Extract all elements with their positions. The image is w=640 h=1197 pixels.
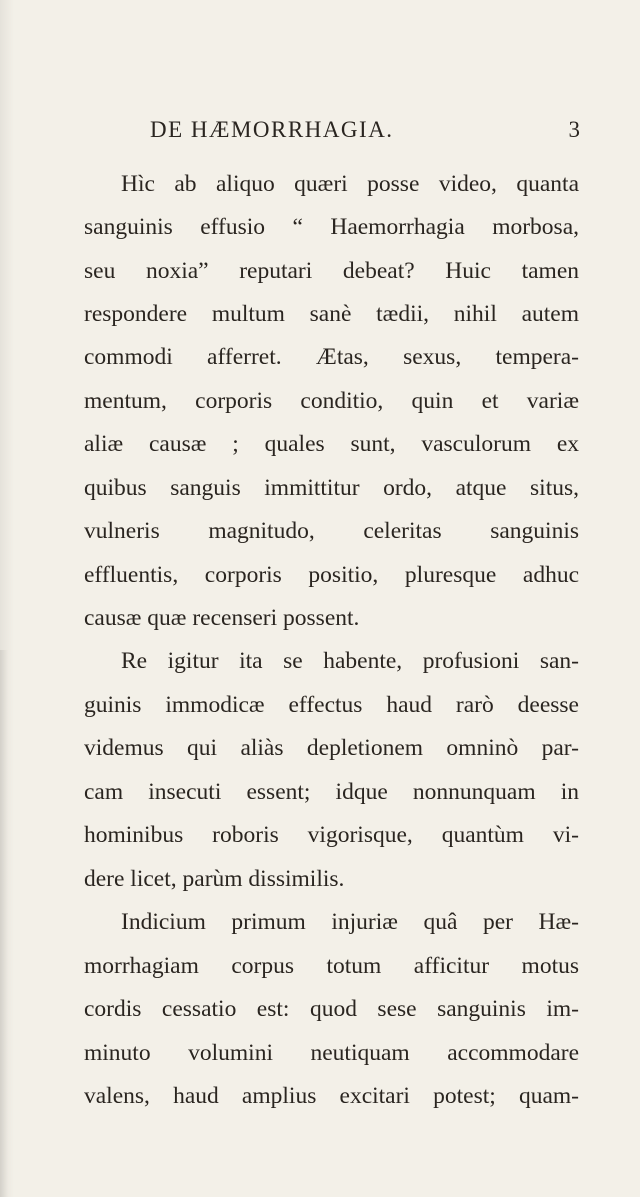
text-line: guinis immodicæ effectus haud rarò deesse [84,692,579,718]
text-line: cam insecuti essent; idque nonnunquam in [84,779,579,805]
text-line: morrhagiam corpus totum afficitur motus [84,953,579,979]
text-line: hominibus roboris vigorisque, quantùm vi- [84,822,579,848]
text-line: sanguinis effusio “ Haemorrhagia morbosa, [84,214,579,240]
running-title: DE HÆMORRHAGIA. [150,117,394,142]
text-line: cordis cessatio est: quod sese sanguinis im- [84,996,579,1022]
page-number: 3 [568,117,580,142]
text-line: mentum, corporis conditio, quin et variæ [84,388,579,414]
text-line: minuto volumini neutiquam accommodare [84,1040,579,1066]
text-line: Re igitur ita se habente, profusioni san- [121,648,579,674]
page-header [150,117,580,149]
page-edge-shadow [0,650,8,1197]
text-line: causæ quæ recenseri possent. [84,605,360,631]
text-line: Indicium primum injuriæ quâ per Hæ- [121,909,579,935]
text-line: Hìc ab aliquo quæri posse video, quanta [121,171,579,197]
text-line: vulneris magnitudo, celeritas sanguinis [84,518,579,544]
text-line: videmus qui aliàs depletionem omninò par- [84,735,579,761]
text-line: commodi afferret. Ætas, sexus, tempera- [84,344,579,370]
text-line: respondere multum sanè tædii, nihil autem [84,301,579,327]
text-line: valens, haud amplius excitari potest; quam- [84,1083,579,1109]
text-line: effluentis, corporis positio, pluresque adhuc [84,562,579,588]
text-line: quibus sanguis immittitur ordo, atque situs, [84,475,579,501]
text-line: aliæ causæ ; quales sunt, vasculorum ex [84,431,579,457]
text-line: dere licet, parùm dissimilis. [84,866,345,892]
text-line: seu noxia” reputari debeat? Huic tamen [84,258,579,284]
